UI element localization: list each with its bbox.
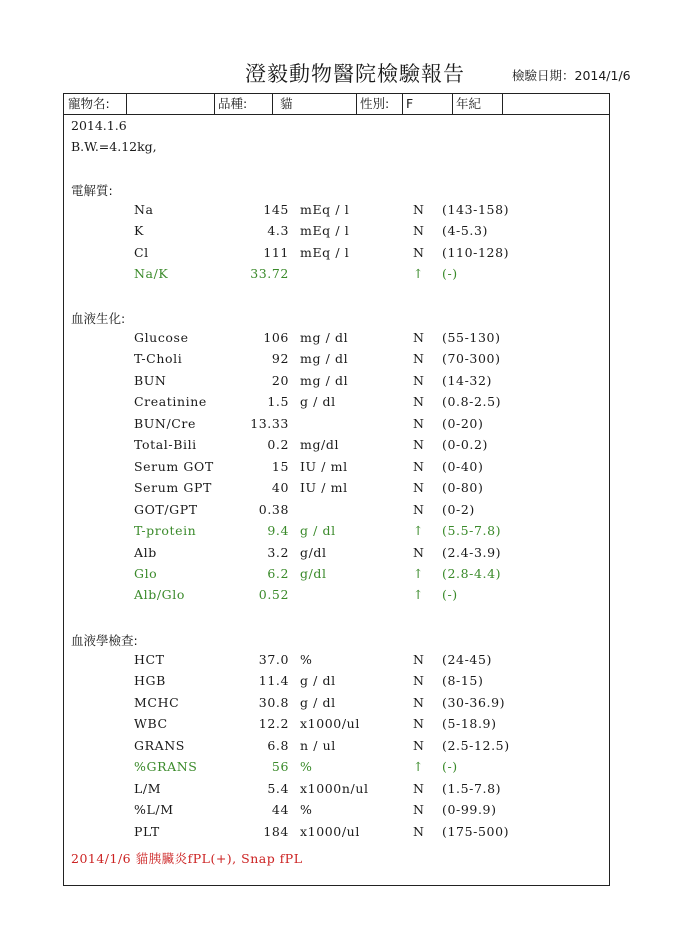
test-flag: ↑ [413,523,425,539]
test-name: Na/K [134,266,169,282]
reference-range: (0-80) [442,480,484,496]
test-unit: x1000/ul [300,823,360,839]
result-row [64,416,609,436]
test-flag: N [413,415,425,431]
test-flag: ↑ [413,565,425,581]
test-unit: g / dl [300,394,336,410]
test-name: BUN/Cre [134,415,197,431]
test-flag: ↑ [413,759,425,775]
test-name: L/M [134,780,162,796]
test-value: 30.8 [258,694,289,710]
section-title-biochemistry: 血液生化: [71,311,126,326]
test-flag: N [413,652,425,667]
result-row [64,695,609,715]
test-value: 111 [263,244,289,260]
reference-range: (175-500) [442,823,510,839]
test-name: Cl [134,244,149,260]
pet-name-value [126,94,214,114]
result-row [64,545,609,565]
test-name: HCT [134,652,165,667]
result-row [64,437,609,457]
test-value: 1.5 [267,394,289,410]
reference-range: (0-2) [442,501,475,517]
test-name: Na [134,202,154,217]
result-row [64,266,609,286]
test-flag: N [413,437,425,453]
reference-range: (0.8-2.5) [442,394,502,410]
test-value: 0.52 [258,587,289,603]
test-value: 37.0 [258,652,289,667]
result-row [64,824,609,844]
diagnosis-note: 2014/1/6 貓胰臟炎fPL(+), Snap fPL [71,851,303,866]
test-unit: IU / ml [300,458,348,474]
reference-range: (14-32) [442,372,492,388]
test-unit: g / dl [300,694,336,710]
patient-info-row [64,94,609,115]
reference-range: (-) [442,587,458,603]
test-flag: N [413,372,425,388]
test-name: T-Choli [134,351,183,367]
test-flag: N [413,330,425,345]
test-name: Serum GOT [134,458,214,474]
test-flag: N [413,351,425,367]
reference-range: (70-300) [442,351,501,367]
result-row [64,738,609,758]
reference-range: (4-5.3) [442,223,489,239]
reference-range: (5.5-7.8) [442,523,502,539]
test-unit: g / dl [300,673,336,689]
result-row [64,759,609,779]
test-value: 6.2 [267,565,289,581]
reference-range: (8-15) [442,673,484,689]
report-title: 澄毅動物醫院檢驗報告 [245,62,465,86]
section-title-electrolytes: 電解質: [71,183,113,198]
test-flag: N [413,544,425,560]
test-flag: N [413,501,425,517]
test-value: 11.4 [258,673,289,689]
reference-range: (55-130) [442,330,501,345]
test-flag: N [413,394,425,410]
test-unit: g / dl [300,523,336,539]
test-name: Alb/Glo [134,587,185,603]
test-flag: ↑ [413,266,425,282]
test-value: 0.2 [267,437,289,453]
reference-range: (143-158) [442,202,510,217]
result-row [64,245,609,265]
test-name: Glucose [134,330,189,345]
test-name: HGB [134,673,166,689]
sex-value: F [406,96,414,111]
test-unit: mg / dl [300,351,349,367]
result-row [64,373,609,393]
report-frame [63,93,610,886]
test-unit: % [300,759,313,775]
test-value: 12.2 [258,716,289,732]
test-value: 33.72 [250,266,289,282]
test-value: 6.8 [267,737,289,753]
result-row [64,566,609,586]
test-date: 檢驗日期：2014/1/6 [512,68,631,83]
test-value: 13.33 [250,415,289,431]
test-value: 9.4 [267,523,289,539]
age-value [502,94,609,114]
test-name: PLT [134,823,160,839]
test-name: Creatinine [134,394,207,410]
test-flag: N [413,244,425,260]
pet-name-label: 寵物名: [68,96,110,111]
test-flag: N [413,458,425,474]
reference-range: (2.8-4.4) [442,565,502,581]
test-value: 145 [263,202,289,217]
test-unit: mEq / l [300,244,350,260]
intro-weight: B.W.=4.12kg, [71,139,157,154]
test-unit: IU / ml [300,480,348,496]
result-row [64,673,609,693]
result-row [64,587,609,607]
test-unit: x1000/ul [300,716,360,732]
result-row [64,480,609,500]
result-row [64,716,609,736]
test-unit: mg / dl [300,330,349,345]
test-unit: mEq / l [300,202,350,217]
test-unit: % [300,652,313,667]
test-value: 20 [271,372,289,388]
test-value: 184 [263,823,289,839]
result-row [64,502,609,522]
result-row [64,802,609,822]
test-flag: N [413,480,425,496]
reference-range: (0-20) [442,415,484,431]
result-row [64,223,609,243]
test-flag: ↑ [413,587,425,603]
result-row [64,652,609,672]
reference-range: (0-99.9) [442,802,497,818]
sex-label: 性別: [360,96,390,111]
test-value: 5.4 [267,780,289,796]
test-name: Alb [134,544,157,560]
test-unit: g/dl [300,544,327,560]
reference-range: (30-36.9) [442,694,506,710]
breed-label: 品種: [218,96,248,111]
reference-range: (24-45) [442,652,492,667]
reference-range: (110-128) [442,244,510,260]
test-flag: N [413,223,425,239]
reference-range: (-) [442,759,458,775]
reference-range: (0-0.2) [442,437,489,453]
test-unit: g/dl [300,565,327,581]
test-flag: N [413,823,425,839]
reference-range: (2.4-3.9) [442,544,502,560]
test-name: %GRANS [134,759,198,775]
test-unit: n / ul [300,737,336,753]
test-name: Total-Bili [134,437,197,453]
test-unit: mEq / l [300,223,350,239]
test-value: 92 [271,351,289,367]
test-flag: N [413,737,425,753]
test-value: 44 [271,802,289,818]
result-row [64,459,609,479]
test-value: 0.38 [258,501,289,517]
test-flag: N [413,802,425,818]
test-name: Glo [134,565,158,581]
test-value: 3.2 [267,544,289,560]
test-flag: N [413,673,425,689]
test-name: MCHC [134,694,180,710]
test-flag: N [413,716,425,732]
intro-date: 2014.1.6 [71,118,127,133]
test-unit: x1000n/ul [300,780,369,796]
breed-value: 貓 [280,96,293,111]
test-name: %L/M [134,802,174,818]
test-name: WBC [134,716,168,732]
result-row [64,351,609,371]
test-name: BUN [134,372,167,388]
test-flag: N [413,780,425,796]
test-value: 4.3 [267,223,289,239]
test-flag: N [413,202,425,217]
reference-range: (0-40) [442,458,484,474]
test-value: 40 [271,480,289,496]
reference-range: (5-18.9) [442,716,497,732]
test-name: K [134,223,144,239]
test-name: T-protein [134,523,197,539]
result-row [64,523,609,543]
test-value: 15 [271,458,289,474]
result-row [64,202,609,222]
result-row [64,394,609,414]
test-name: GRANS [134,737,185,753]
test-name: GOT/GPT [134,501,198,517]
reference-range: (-) [442,266,458,282]
reference-range: (1.5-7.8) [442,780,502,796]
test-flag: N [413,694,425,710]
test-unit: mg / dl [300,372,349,388]
test-unit: % [300,802,313,818]
result-row [64,330,609,350]
test-unit: mg/dl [300,437,340,453]
test-value: 106 [263,330,289,345]
age-label: 年紀 [456,96,482,111]
test-name: Serum GPT [134,480,212,496]
result-row [64,781,609,801]
test-value: 56 [271,759,289,775]
section-title-hematology: 血液學檢查: [71,633,138,648]
reference-range: (2.5-12.5) [442,737,510,753]
